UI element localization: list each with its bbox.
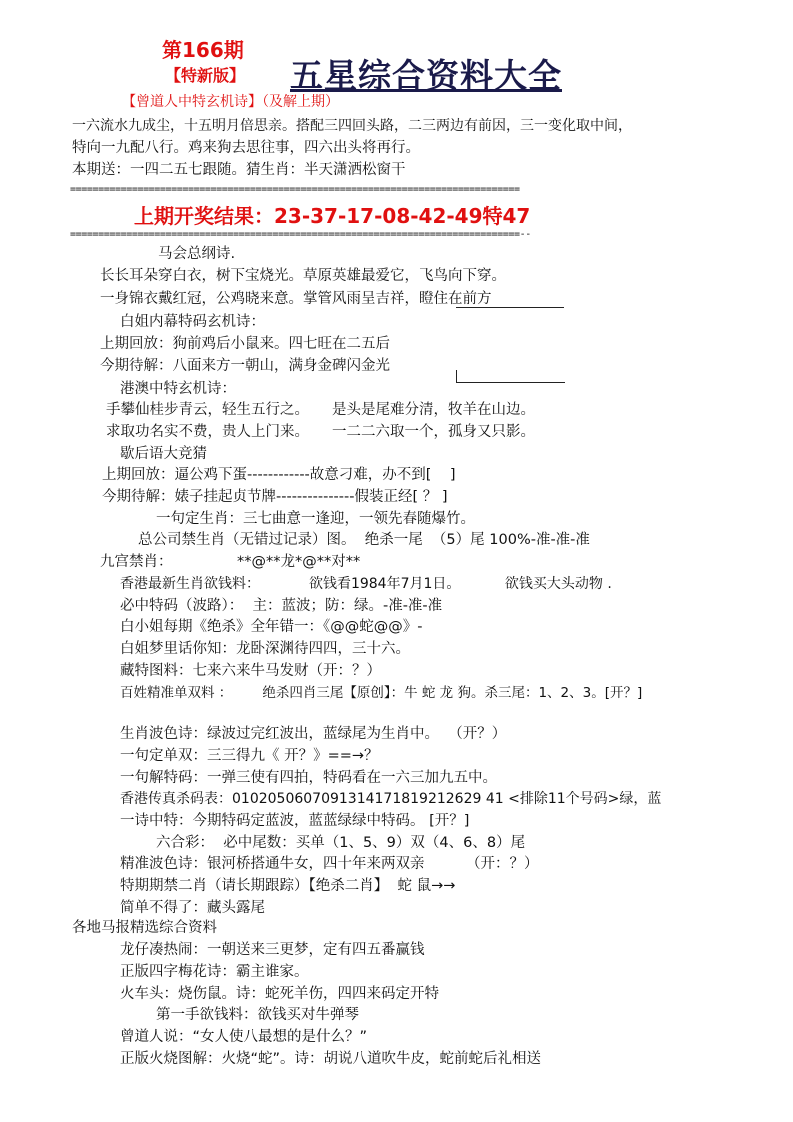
text-line: 香港传真杀码表：0102050607091314171819212629 41 <排除11个号码>绿，蓝 [120, 791, 662, 807]
text-line: 一句定生肖：三七曲意一逢迎，一领先春随爆竹。 [156, 511, 475, 527]
text-line: 正版火烧图解：火烧“蛇”。诗：胡说八道吹牛皮，蛇前蛇后礼相送 [120, 1051, 542, 1067]
text-line: 白姐梦里话你知：龙卧深渊待四四，三十六。 [120, 641, 410, 657]
text-line: 上期回放：逼公鸡下蛋------------故意刁难，办不到[ ] [102, 467, 456, 483]
text-line: 简单不得了：藏头露尾 [120, 900, 265, 916]
text-line: 香港最新生肖欲钱料： 欲钱看1984年7月1日。 欲钱买大头动物 . [120, 576, 612, 592]
underline-rule [456, 307, 564, 308]
text-line: 总公司禁生肖（无错过记录）图。 绝杀一尾 （5）尾 100%-准-准-准 [138, 532, 590, 548]
poem-subtitle: 【曾道人中特玄机诗】（及解上期） [122, 94, 339, 110]
text-line: 一句定单双：三三得九《 开？》==→？ [120, 748, 379, 764]
text-line: 求取功名实不费，贵人上门来。 一二二六取一个，孤身又只影。 [106, 424, 536, 440]
last-draw-result: 上期开奖结果：23-37-17-08-42-49特47 [134, 204, 531, 228]
text-line: 曾道人说：“女人使八最想的是什么？” [120, 1029, 368, 1045]
riddle-line-1: 一六流水九成尘，十五明月倍思亲。搭配三四回头路，二三两边有前因，三一变化取中间， [72, 118, 632, 134]
text-line: 火车头：烧伤鼠。诗：蛇死羊伤，四四来码定开特 [120, 986, 439, 1002]
text-line: 一句解特码：一弹三使有四拍，特码看在一六三加九五中。 [120, 770, 497, 786]
text-line: 生肖波色诗：绿波过完红波出，蓝绿尾为生肖中。 （开？） [120, 726, 507, 742]
section-heading: 各地马报精选综合资料 [72, 920, 217, 936]
text-line: 藏特图料：七来六来牛马发财（开：？） [120, 663, 381, 679]
text-line: 上期回放：狗前鸡后小鼠来。四七旺在二五后 [100, 336, 390, 352]
text-line: 百姓精准单双料 ： 绝杀四肖三尾【原创】：牛 蛇 龙 狗。杀三尾：1、2、3。[开？] [120, 685, 643, 701]
edition-label: 【特新版】 [165, 66, 246, 85]
text-line: 今期待解：八面来方一朝山，满身金碑闪金光 [100, 358, 390, 374]
page-title: 五星综合资料大全 [290, 56, 562, 95]
separator-2: ================================================================================-- [70, 229, 531, 240]
riddle-line-3: 本期送：一四二五七跟随。猜生肖：半天潇洒松窗干 [72, 162, 406, 178]
text-line: 白小姐每期《绝杀》全年错一：《@@蛇@@》- [120, 619, 423, 635]
separator-1: ================================================================================ [70, 184, 520, 195]
bracket-rule [456, 370, 565, 383]
text-line: 龙仔凑热闹：一朝送来三更梦，定有四五番赢钱 [120, 942, 425, 958]
issue-number: 第166期 [162, 38, 244, 62]
text-line: 六合彩： 必中尾数：买单（1、5、9）双（4、6、8）尾 [156, 835, 526, 851]
text-line: 马会总纲诗. [158, 246, 236, 262]
text-line: 第一手欲钱料：欲钱买对牛弹琴 [156, 1007, 359, 1023]
text-line: 必中特码（波路）： 主：蓝波；防：绿。-准-准-准 [120, 598, 443, 614]
text-line: 特期期禁二肖（请长期跟踪）【绝杀二肖】 蛇 鼠→→ [120, 878, 456, 894]
text-line: 长长耳朵穿白衣，树下宝烧光。草原英雄最爱它，飞鸟向下穿。 [100, 268, 506, 284]
text-line: 港澳中特玄机诗： [120, 381, 236, 397]
text-line: 今期待解：婊子挂起贞节牌---------------假装正经[ ？ ] [102, 489, 448, 505]
text-line: 正版四字梅花诗：霸主谁家。 [120, 964, 309, 980]
text-line: 一身锦衣戴红冠，公鸡晓来意。掌管风雨呈吉祥，瞪住在前方 [100, 291, 492, 307]
text-line: 手攀仙桂步青云，轻生五行之。 是头是尾难分清，牧羊在山边。 [106, 402, 536, 418]
text-line: 九宫禁肖： **@**龙*@**对** [100, 554, 361, 570]
text-line: 歇后语大竞猜 [120, 446, 207, 462]
text-line: 白姐内幕特码玄机诗： [120, 314, 265, 330]
text-line: 一诗中特：今期特码定蓝波，蓝蓝绿绿中特码。 [开？] [120, 813, 470, 829]
text-line: 精准波色诗：银河桥搭通牛女，四十年来两双亲 （开：？） [120, 856, 539, 872]
riddle-line-2: 特向一九配八行。鸡来狗去思往事，四六出头将再行。 [72, 140, 420, 156]
